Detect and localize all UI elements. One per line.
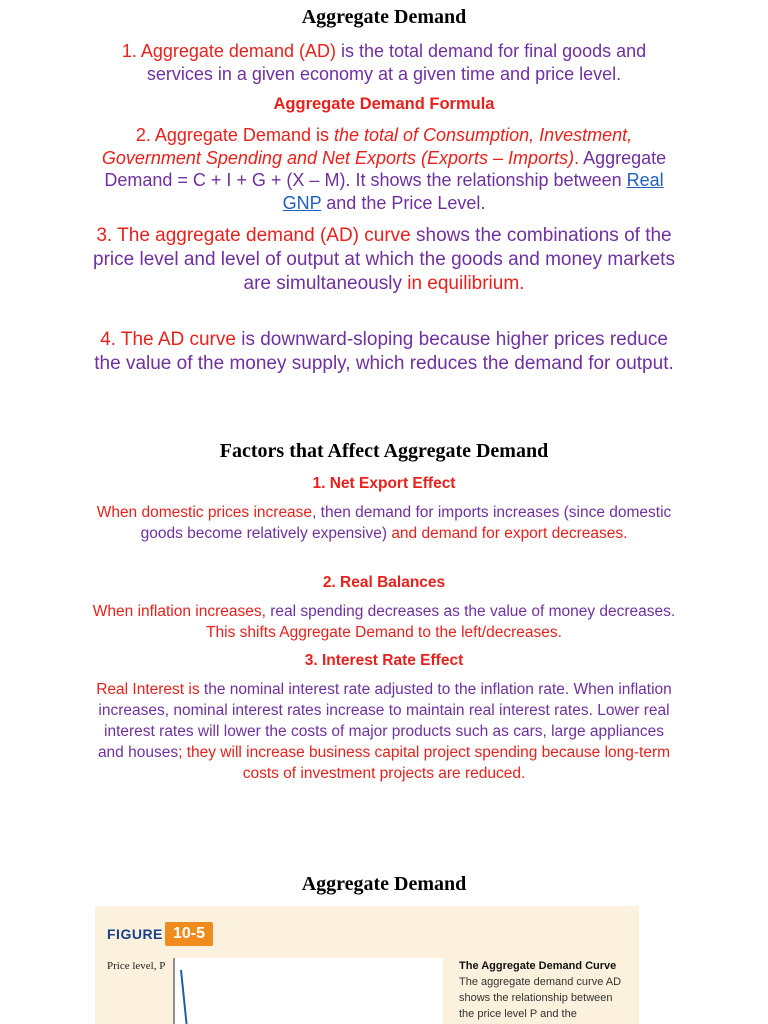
factor-2-heading: 2. Real Balances	[322, 574, 446, 591]
f3-tail: ; they will increase business capital project spending because long-term costs of investment projects are reduced.	[178, 744, 671, 782]
figure-number-badge: 10-5	[165, 922, 213, 946]
f2-tail: This shifts Aggregate Demand to the left/decreases.	[206, 624, 562, 641]
f1-lead: When domestic prices increase	[96, 504, 313, 521]
p2-italic: the total of Consumption, Investment, Government Spending and Net Exports (Exports – Imports)	[101, 125, 633, 168]
paragraph-3	[90, 224, 678, 296]
caption-text: The aggregate demand curve AD shows the relationship between the price level P and the	[459, 976, 622, 1020]
f1-body: , then demand for imports increases (since domestic goods become relatively expensive)	[140, 504, 672, 542]
f3-lead: Real Interest is	[96, 681, 204, 698]
factors-title: Factors that Affect Aggregate Demand	[219, 440, 549, 462]
p2-lead: 2. Aggregate Demand is	[135, 125, 334, 145]
figure-caption	[459, 958, 629, 1022]
ad-curve-plot	[173, 958, 443, 1024]
f1-tail: and demand for export decreases.	[391, 525, 628, 542]
figure-10-5	[95, 906, 639, 1024]
real-gnp-link[interactable]: Real GNP	[282, 170, 664, 213]
f3-body: the nominal interest rate adjusted to the inflation rate. When inflation increases, nominal interest rates increase to maintain real interest rates. Lower real interest rates will lower the costs of major products such as cars, large appliances and houses	[97, 681, 672, 761]
p4-body: is downward-sloping because higher prices reduce the value of the money supply, which reduces the demand for output.	[94, 329, 674, 374]
p1-lead: 1. Aggregate demand (AD)	[121, 41, 341, 61]
p4-lead: 4. The AD curve	[100, 329, 242, 350]
caption-title: The Aggregate Demand Curve	[459, 960, 617, 972]
factor-2-text	[90, 601, 678, 643]
factor-1-heading: 1. Net Export Effect	[312, 475, 456, 492]
p3-lead: 3. The aggregate demand (AD) curve	[96, 225, 417, 246]
factor-3-text	[90, 679, 678, 784]
p2-period: .	[574, 147, 584, 168]
page-title: Aggregate Demand	[301, 6, 467, 28]
paragraph-1	[90, 40, 678, 85]
factor-3-heading: 3. Interest Rate Effect	[304, 652, 464, 669]
factor-1-text	[90, 502, 678, 544]
formula-heading: Aggregate Demand Formula	[273, 95, 495, 113]
f2-body: real spending decreases as the value of money decreases.	[270, 603, 676, 620]
plot-area	[173, 958, 443, 1024]
figure-label: FIGURE	[107, 926, 163, 942]
f2-lead: When inflation increases,	[92, 603, 271, 620]
ad-curve	[181, 970, 188, 1024]
paragraph-2	[90, 124, 678, 214]
paragraph-4	[90, 328, 678, 376]
section-title-2: Aggregate Demand	[301, 873, 467, 895]
p2-tail: and the Price Level.	[321, 192, 486, 213]
p3-body: shows the combinations of the price level and level of output at which the goods and money markets are simultaneously	[93, 225, 675, 294]
p3-tail: in equilibrium.	[407, 273, 525, 294]
p2-formula: Aggregate Demand = C + I + G + (X – M). It shows the relationship between	[104, 147, 667, 190]
y-axis-label: Price level, P	[107, 960, 166, 972]
p1-body: is the total demand for final goods and services in a given economy at a given time and price level.	[146, 41, 647, 84]
